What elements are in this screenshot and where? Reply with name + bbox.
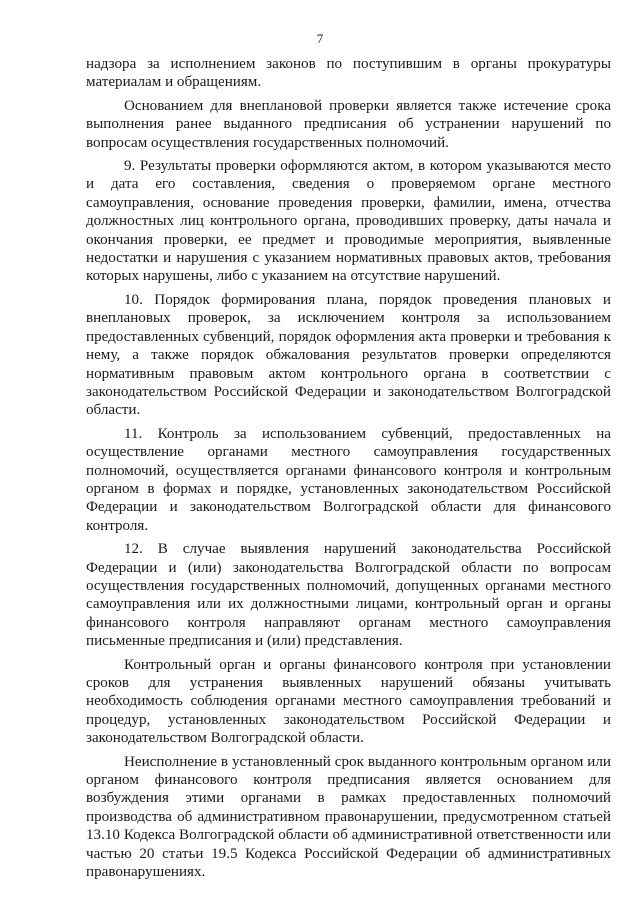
document-body [86,55,611,881]
paragraph-item-10: 10. Порядок формирования плана, порядок проведения плановых и внеплановых проверок, за исключением контроля за использованием предоставленных субвенций, порядок оформления акта проверки и требования к нему, а также порядок обжалования результатов проверки определяются нормативным правовым актом контрольного органа в соответствии с законодательством Российской Федерации и законодательством Волгоградской области. [86,291,611,419]
paragraph-non-compliance: Неисполнение в установленный срок выданного контрольным органом или органом финансового контроля предписания является основанием для возбуждения этими органами в рамках предоставленных полномочий производства об административном правонарушении, предусмотренном статьей 13.10 Кодекса Волгоградской области об административной ответственности или частью 20 статьи 19.5 Кодекса Российской Федерации об административных правонарушениях. [86,753,611,881]
paragraph-item-11: 11. Контроль за использованием субвенций, предоставленных на осуществление органами местного самоуправления государственных полномочий, осуществляется органами финансового контроля и контрольным органом в формах и порядке, установленных законодательством Российской Федерации и законодательством Волгоградской области для финансового контроля. [86,425,611,534]
paragraph-item-9: 9. Результаты проверки оформляются актом, в котором указываются место и дата его составления, сведения о проверяемом органе местного самоуправления, основание проведения проверки, фамилии, имена, отчества должностных лиц контрольного органа, проводивших проверку, даты начала и окончания проверки, ее предмет и проводимые мероприятия, выявленные недостатки и нарушения с указанием нормативных правовых актов, требования которых нарушены, либо с указанием на отсутствие нарушений. [86,158,611,285]
page-number: 7 [316,31,324,46]
paragraph-continuation: надзора за исполнением законов по поступившим в органы прокуратуры материалам и обращениям. [86,56,611,91]
paragraph-item-12: 12. В случае выявления нарушений законодательства Российской Федерации и (или) законодательства Волгоградской области по вопросам осуществления государственных полномочий, допущенных органами местного самоуправления или их должностными лицами, контрольный орган и органы финансового контроля направляют органам местного самоуправления письменные предписания и (или) представления. [86,541,611,650]
paragraph-unscheduled-inspection-basis: Основанием для внеплановой проверки является также истечение срока выполнения ранее выданного предписания об устранении нарушений по вопросам осуществления государственных полномочий. [86,97,611,151]
paragraph-deadlines: Контрольный орган и органы финансового контроля при установлении сроков для устранения выявленных нарушений обязаны учитывать необходимость соблюдения органами местного самоуправления требований и процедур, установленных законодательством Российской Федерации и законодательством Волгоградской области. [86,656,611,747]
